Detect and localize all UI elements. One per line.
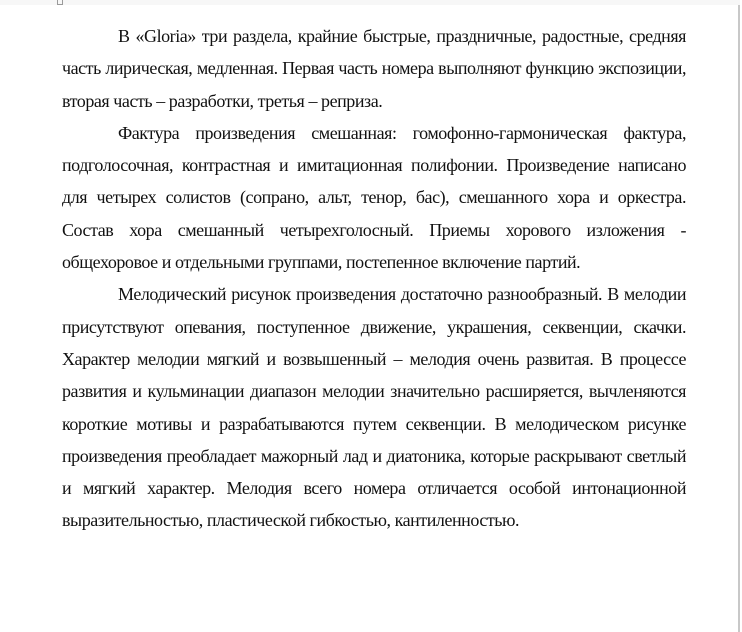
page-top-edge — [0, 0, 740, 5]
document-body[interactable] — [62, 20, 686, 537]
paragraph-texture[interactable]: Фактура произведения смешанная: гомофонно-гармоническая фактура, подголосочная, контрастная и имитационная полифонии. Произведение написано для четырех солистов (сопрано, альт, тенор, бас), смешанного хора и оркестра. Состав хора смешанный четырехголосный. Приемы хорового изложения - общехоровое и отдельными группами, постепенное включение партий. — [62, 122, 686, 273]
text-boundary-corner-mark-icon — [57, 0, 63, 5]
paragraph-sections[interactable]: В «Gloria» три раздела, крайние быстрые, праздничные, радостные, средняя часть лирическая, медленная. Первая часть номера выполняют функцию экспозиции, вторая часть – разработки, третья – реприза. — [62, 26, 686, 111]
paragraph-melody[interactable]: Мелодический рисунок произведения достаточно разнообразный. В мелодии присутствуют опевания, поступенное движение, украшения, секвенции, скачки. Характер мелодии мягкий и возвышенный – мелодия очень развитая. В процессе развития и кульминации диапазон мелодии значительно расширяется, вычленяются короткие мотивы и разрабатываются путем секвенции. В мелодическом рисунке произведения преобладает мажорный лад и диатоника, которые раскрывают светлый и мягкий характер. Мелодия всего номера отличается особой интонационной выразительностью, пластической гибкостью, кантиленностью. — [62, 284, 686, 531]
